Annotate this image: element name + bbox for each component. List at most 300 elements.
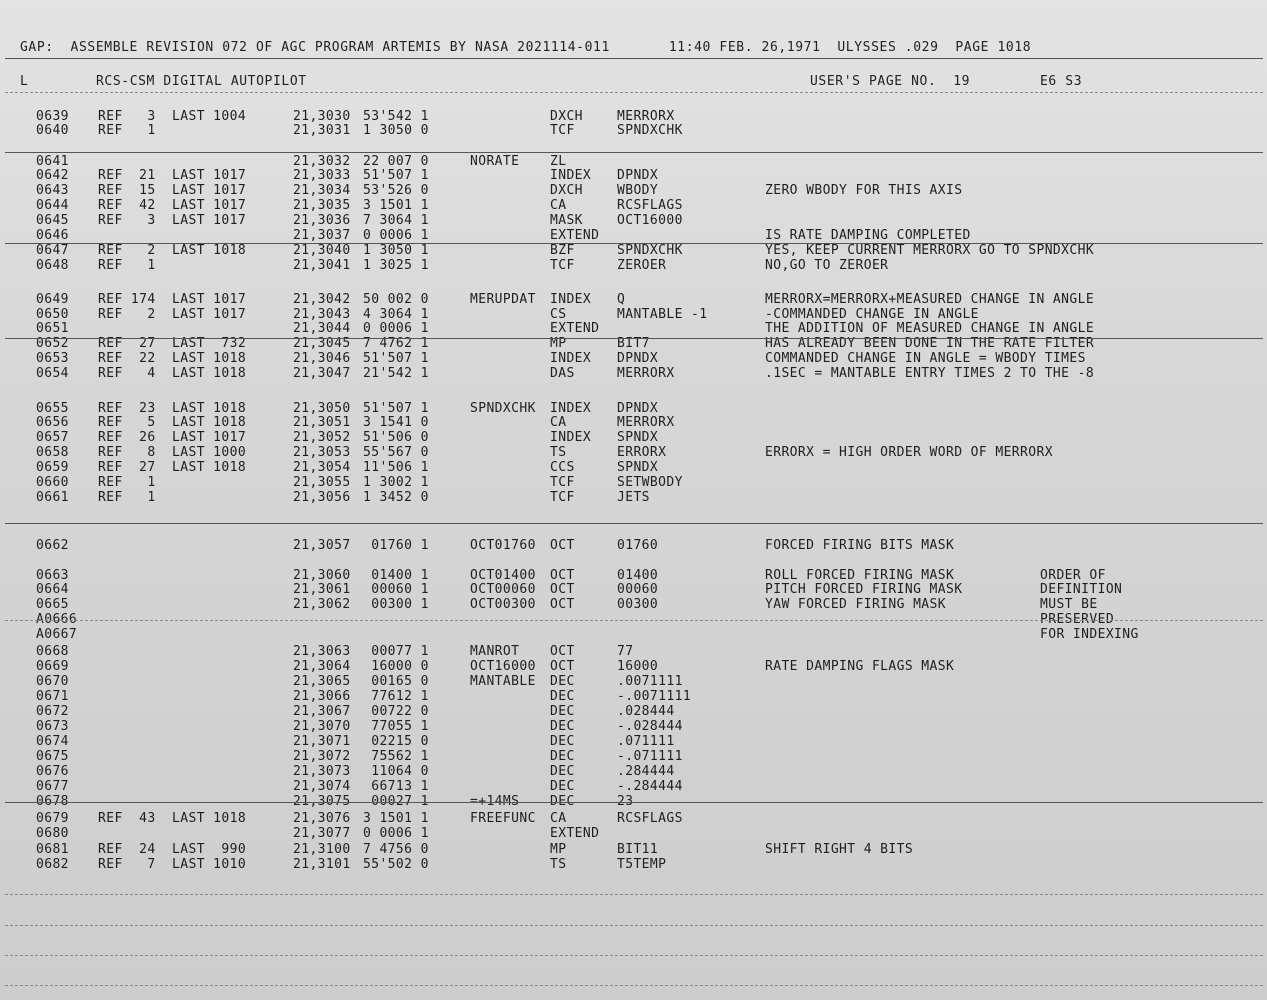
operand: .0071111 bbox=[617, 674, 683, 689]
operand: .071111 bbox=[617, 734, 675, 749]
ref-info: REF 7 LAST 1010 bbox=[98, 857, 247, 872]
line-number: 0678 bbox=[36, 794, 69, 809]
ref-info: REF 42 LAST 1017 bbox=[98, 198, 247, 213]
operand: BIT11 bbox=[617, 842, 659, 857]
memory-word: 00077 1 bbox=[363, 644, 429, 659]
line-number: 0669 bbox=[36, 659, 69, 674]
opcode: BZF bbox=[550, 243, 575, 258]
operand: DPNDX bbox=[617, 168, 659, 183]
line-number: A0666 bbox=[36, 612, 78, 627]
listing-row bbox=[0, 258, 1267, 272]
memory-word: 7 3064 1 bbox=[363, 213, 429, 228]
address: 21,3073 bbox=[293, 764, 351, 779]
memory-word: 55'502 0 bbox=[363, 857, 429, 872]
memory-word: 55'567 0 bbox=[363, 445, 429, 460]
line-number: 0640 bbox=[36, 123, 69, 138]
opcode: CA bbox=[550, 811, 567, 826]
section-marker: L bbox=[20, 74, 29, 89]
address: 21,3063 bbox=[293, 644, 351, 659]
listing-row bbox=[0, 627, 1267, 641]
ref-info: REF 4 LAST 1018 bbox=[98, 366, 247, 381]
side-note: FOR INDEXING bbox=[1040, 627, 1139, 642]
operand: RCSFLAGS bbox=[617, 198, 683, 213]
line-number: 0675 bbox=[36, 749, 69, 764]
listing-row bbox=[0, 719, 1267, 733]
opcode: MP bbox=[550, 842, 567, 857]
memory-word: 01400 1 bbox=[363, 568, 429, 583]
comment: SHIFT RIGHT 4 BITS bbox=[765, 842, 914, 857]
operand: .028444 bbox=[617, 704, 675, 719]
opcode: TS bbox=[550, 445, 567, 460]
address: 21,3075 bbox=[293, 794, 351, 809]
memory-word: 3 1501 1 bbox=[363, 811, 429, 826]
opcode: INDEX bbox=[550, 430, 592, 445]
line-number: 0651 bbox=[36, 321, 69, 336]
line-number: 0663 bbox=[36, 568, 69, 583]
side-note: DEFINITION bbox=[1040, 582, 1123, 597]
ref-info: REF 26 LAST 1017 bbox=[98, 430, 247, 445]
comment: .1SEC = MANTABLE ENTRY TIMES 2 TO THE -8 bbox=[765, 366, 1095, 381]
operand: -.028444 bbox=[617, 719, 683, 734]
comment: RATE DAMPING FLAGS MASK bbox=[765, 659, 955, 674]
line-number: 0649 bbox=[36, 292, 69, 307]
operand: -.071111 bbox=[617, 749, 683, 764]
address: 21,3031 bbox=[293, 123, 351, 138]
ref-info: REF 15 LAST 1017 bbox=[98, 183, 247, 198]
listing-row bbox=[0, 213, 1267, 227]
operand: OCT16000 bbox=[617, 213, 683, 228]
ref-info: REF 24 LAST 990 bbox=[98, 842, 247, 857]
memory-word: 51'507 1 bbox=[363, 401, 429, 416]
listing-row bbox=[0, 351, 1267, 365]
memory-word: 66713 1 bbox=[363, 779, 429, 794]
memory-word: 1 3025 1 bbox=[363, 258, 429, 273]
operand: 01400 bbox=[617, 568, 659, 583]
address: 21,3067 bbox=[293, 704, 351, 719]
opcode: ZL bbox=[550, 154, 567, 169]
memory-word: 75562 1 bbox=[363, 749, 429, 764]
opcode: EXTEND bbox=[550, 826, 600, 841]
line-number: 0672 bbox=[36, 704, 69, 719]
operand: RCSFLAGS bbox=[617, 811, 683, 826]
memory-word: 22 007 0 bbox=[363, 154, 429, 169]
line-number: 0660 bbox=[36, 475, 69, 490]
line-number: 0654 bbox=[36, 366, 69, 381]
operand: DPNDX bbox=[617, 351, 659, 366]
memory-word: 16000 0 bbox=[363, 659, 429, 674]
address: 21,3050 bbox=[293, 401, 351, 416]
opcode: TCF bbox=[550, 490, 575, 505]
line-number: 0653 bbox=[36, 351, 69, 366]
label: OCT00060 bbox=[470, 582, 536, 597]
memory-word: 0 0006 1 bbox=[363, 321, 429, 336]
address: 21,3040 bbox=[293, 243, 351, 258]
line-number: 0680 bbox=[36, 826, 69, 841]
ref-info: REF 3 LAST 1004 bbox=[98, 109, 247, 124]
address: 21,3100 bbox=[293, 842, 351, 857]
address: 21,3035 bbox=[293, 198, 351, 213]
opcode: TCF bbox=[550, 475, 575, 490]
listing-row bbox=[0, 568, 1267, 582]
opcode: OCT bbox=[550, 659, 575, 674]
block-rule bbox=[5, 243, 1263, 244]
block-rule bbox=[5, 338, 1263, 339]
block-rule bbox=[5, 620, 1263, 621]
label: =+14MS bbox=[470, 794, 520, 809]
address: 21,3077 bbox=[293, 826, 351, 841]
operand: MANTABLE -1 bbox=[617, 307, 708, 322]
listing-row bbox=[0, 430, 1267, 444]
ref-info: REF 174 LAST 1017 bbox=[98, 292, 247, 307]
ref-info: REF 1 bbox=[98, 123, 156, 138]
opcode: MP bbox=[550, 336, 567, 351]
block-rule bbox=[5, 802, 1263, 803]
memory-word: 1 3452 0 bbox=[363, 490, 429, 505]
opcode: MASK bbox=[550, 213, 583, 228]
comment: HAS ALREADY BEEN DONE IN THE RATE FILTER bbox=[765, 336, 1095, 351]
opcode: DEC bbox=[550, 719, 575, 734]
operand: SETWBODY bbox=[617, 475, 683, 490]
line-number: 0642 bbox=[36, 168, 69, 183]
ref-info: REF 3 LAST 1017 bbox=[98, 213, 247, 228]
listing-row bbox=[0, 168, 1267, 182]
listing-row bbox=[0, 228, 1267, 242]
line-number: 0682 bbox=[36, 857, 69, 872]
side-note: MUST BE bbox=[1040, 597, 1098, 612]
memory-word: 0 0006 1 bbox=[363, 228, 429, 243]
comment: ROLL FORCED FIRING MASK bbox=[765, 568, 955, 583]
line-number: 0641 bbox=[36, 154, 69, 169]
address: 21,3043 bbox=[293, 307, 351, 322]
address: 21,3066 bbox=[293, 689, 351, 704]
label: OCT00300 bbox=[470, 597, 536, 612]
address: 21,3042 bbox=[293, 292, 351, 307]
opcode: INDEX bbox=[550, 292, 592, 307]
operand: SPNDX bbox=[617, 460, 659, 475]
label: OCT16000 bbox=[470, 659, 536, 674]
listing-row bbox=[0, 460, 1267, 474]
ref-info: REF 2 LAST 1018 bbox=[98, 243, 247, 258]
opcode: TCF bbox=[550, 258, 575, 273]
line-number: 0670 bbox=[36, 674, 69, 689]
address: 21,3057 bbox=[293, 538, 351, 553]
section-title: RCS-CSM DIGITAL AUTOPILOT bbox=[96, 74, 307, 89]
comment: -COMMANDED CHANGE IN ANGLE bbox=[765, 307, 979, 322]
opcode: INDEX bbox=[550, 351, 592, 366]
side-note: PRESERVED bbox=[1040, 612, 1115, 627]
line-number: 0647 bbox=[36, 243, 69, 258]
memory-word: 50 002 0 bbox=[363, 292, 429, 307]
opcode: DEC bbox=[550, 764, 575, 779]
opcode: DEC bbox=[550, 749, 575, 764]
listing-row bbox=[0, 475, 1267, 489]
line-number: 0655 bbox=[36, 401, 69, 416]
memory-word: 3 1501 1 bbox=[363, 198, 429, 213]
address: 21,3056 bbox=[293, 490, 351, 505]
address: 21,3046 bbox=[293, 351, 351, 366]
operand: JETS bbox=[617, 490, 650, 505]
memory-word: 11064 0 bbox=[363, 764, 429, 779]
operand: 16000 bbox=[617, 659, 659, 674]
address: 21,3054 bbox=[293, 460, 351, 475]
opcode: INDEX bbox=[550, 168, 592, 183]
address: 21,3071 bbox=[293, 734, 351, 749]
line-number: 0646 bbox=[36, 228, 69, 243]
ref-info: REF 2 LAST 1017 bbox=[98, 307, 247, 322]
address: 21,3036 bbox=[293, 213, 351, 228]
operand: -.0071111 bbox=[617, 689, 692, 704]
ref-info: REF 27 LAST 1018 bbox=[98, 460, 247, 475]
listing-row bbox=[0, 321, 1267, 335]
label: OCT01760 bbox=[470, 538, 536, 553]
opcode: CA bbox=[550, 415, 567, 430]
line-number: 0652 bbox=[36, 336, 69, 351]
page-code: E6 S3 bbox=[1040, 74, 1083, 89]
label: OCT01400 bbox=[470, 568, 536, 583]
memory-word: 00300 1 bbox=[363, 597, 429, 612]
listing-row bbox=[0, 183, 1267, 197]
memory-word: 51'506 0 bbox=[363, 430, 429, 445]
label: FREEFUNC bbox=[470, 811, 536, 826]
line-number: 0668 bbox=[36, 644, 69, 659]
line-number: 0671 bbox=[36, 689, 69, 704]
page-header: GAP: ASSEMBLE REVISION 072 OF AGC PROGRAM ARTEMIS BY NASA 2021114-011 11:40 FEB. 26,1971 ULYSSES .029 PAGE 1018 bbox=[20, 40, 1032, 55]
memory-word: 01760 1 bbox=[363, 538, 429, 553]
ref-info: REF 1 bbox=[98, 258, 156, 273]
operand: MERRORX bbox=[617, 109, 675, 124]
ref-info: REF 1 bbox=[98, 475, 156, 490]
memory-word: 4 3064 1 bbox=[363, 307, 429, 322]
ref-info: REF 22 LAST 1018 bbox=[98, 351, 247, 366]
block-rule bbox=[5, 523, 1263, 524]
line-number: 0639 bbox=[36, 109, 69, 124]
label: NORATE bbox=[470, 154, 520, 169]
listing-row bbox=[0, 307, 1267, 321]
operand: SPNDXCHK bbox=[617, 123, 683, 138]
comment: PITCH FORCED FIRING MASK bbox=[765, 582, 963, 597]
comment: MERRORX=MERRORX+MEASURED CHANGE IN ANGLE bbox=[765, 292, 1095, 307]
comment: FORCED FIRING BITS MASK bbox=[765, 538, 955, 553]
opcode: TCF bbox=[550, 123, 575, 138]
listing-row bbox=[0, 689, 1267, 703]
memory-word: 11'506 1 bbox=[363, 460, 429, 475]
line-number: 0659 bbox=[36, 460, 69, 475]
operand: ERRORX bbox=[617, 445, 667, 460]
listing-row bbox=[0, 779, 1267, 793]
comment: YAW FORCED FIRING MASK bbox=[765, 597, 946, 612]
address: 21,3076 bbox=[293, 811, 351, 826]
opcode: OCT bbox=[550, 582, 575, 597]
memory-word: 1 3002 1 bbox=[363, 475, 429, 490]
memory-word: 1 3050 0 bbox=[363, 123, 429, 138]
opcode: DEC bbox=[550, 794, 575, 809]
listing-row bbox=[0, 659, 1267, 673]
address: 21,3052 bbox=[293, 430, 351, 445]
comment: NO,GO TO ZEROER bbox=[765, 258, 889, 273]
memory-word: 3 1541 0 bbox=[363, 415, 429, 430]
line-number: 0665 bbox=[36, 597, 69, 612]
address: 21,3037 bbox=[293, 228, 351, 243]
listing-row bbox=[0, 734, 1267, 748]
memory-word: 51'507 1 bbox=[363, 351, 429, 366]
operand: 77 bbox=[617, 644, 634, 659]
opcode: INDEX bbox=[550, 401, 592, 416]
memory-word: 1 3050 1 bbox=[363, 243, 429, 258]
listing-row bbox=[0, 612, 1267, 626]
memory-word: 53'526 0 bbox=[363, 183, 429, 198]
operand: T5TEMP bbox=[617, 857, 667, 872]
label: MANROT bbox=[470, 644, 520, 659]
line-number: 0644 bbox=[36, 198, 69, 213]
paper-rule bbox=[5, 985, 1263, 986]
paper-rule bbox=[5, 925, 1263, 926]
listing-row bbox=[0, 749, 1267, 763]
listing-row bbox=[0, 538, 1267, 552]
address: 21,3034 bbox=[293, 183, 351, 198]
line-number: 0650 bbox=[36, 307, 69, 322]
listing-row bbox=[0, 811, 1267, 825]
opcode: DEC bbox=[550, 689, 575, 704]
line-number: 0648 bbox=[36, 258, 69, 273]
listing-row bbox=[0, 582, 1267, 596]
line-number: 0643 bbox=[36, 183, 69, 198]
listing-row bbox=[0, 415, 1267, 429]
listing-row bbox=[0, 826, 1267, 840]
memory-word: 00165 0 bbox=[363, 674, 429, 689]
operand: .284444 bbox=[617, 764, 675, 779]
label: MANTABLE bbox=[470, 674, 536, 689]
opcode: EXTEND bbox=[550, 228, 600, 243]
memory-word: 7 4762 1 bbox=[363, 336, 429, 351]
line-number: A0667 bbox=[36, 627, 78, 642]
memory-word: 21'542 1 bbox=[363, 366, 429, 381]
memory-word: 0 0006 1 bbox=[363, 826, 429, 841]
operand: MERRORX bbox=[617, 366, 675, 381]
address: 21,3030 bbox=[293, 109, 351, 124]
address: 21,3055 bbox=[293, 475, 351, 490]
ref-info: REF 27 LAST 732 bbox=[98, 336, 247, 351]
operand: ZEROER bbox=[617, 258, 667, 273]
address: 21,3053 bbox=[293, 445, 351, 460]
line-number: 0657 bbox=[36, 430, 69, 445]
listing-row bbox=[0, 857, 1267, 871]
comment: IS RATE DAMPING COMPLETED bbox=[765, 228, 971, 243]
opcode: DEC bbox=[550, 734, 575, 749]
opcode: OCT bbox=[550, 538, 575, 553]
listing-row bbox=[0, 490, 1267, 504]
listing-row bbox=[0, 794, 1267, 808]
listing-row bbox=[0, 243, 1267, 257]
line-number: 0658 bbox=[36, 445, 69, 460]
line-number: 0681 bbox=[36, 842, 69, 857]
operand: 23 bbox=[617, 794, 634, 809]
memory-word: 53'542 1 bbox=[363, 109, 429, 124]
listing-row bbox=[0, 366, 1267, 380]
ref-info: REF 43 LAST 1018 bbox=[98, 811, 247, 826]
listing-row bbox=[0, 445, 1267, 459]
address: 21,3074 bbox=[293, 779, 351, 794]
address: 21,3047 bbox=[293, 366, 351, 381]
address: 21,3064 bbox=[293, 659, 351, 674]
operand: DPNDX bbox=[617, 401, 659, 416]
opcode: DXCH bbox=[550, 109, 583, 124]
listing-row bbox=[0, 198, 1267, 212]
address: 21,3044 bbox=[293, 321, 351, 336]
memory-word: 7 4756 0 bbox=[363, 842, 429, 857]
listing-row bbox=[0, 704, 1267, 718]
operand: 01760 bbox=[617, 538, 659, 553]
listing-row bbox=[0, 597, 1267, 611]
block-rule bbox=[5, 152, 1263, 153]
memory-word: 77612 1 bbox=[363, 689, 429, 704]
opcode: EXTEND bbox=[550, 321, 600, 336]
memory-word: 00027 1 bbox=[363, 794, 429, 809]
operand: 00300 bbox=[617, 597, 659, 612]
paper-rule bbox=[5, 955, 1263, 956]
line-number: 0676 bbox=[36, 764, 69, 779]
address: 21,3032 bbox=[293, 154, 351, 169]
address: 21,3070 bbox=[293, 719, 351, 734]
address: 21,3041 bbox=[293, 258, 351, 273]
memory-word: 51'507 1 bbox=[363, 168, 429, 183]
line-number: 0661 bbox=[36, 490, 69, 505]
memory-word: 02215 0 bbox=[363, 734, 429, 749]
header-rule bbox=[5, 58, 1263, 59]
ref-info: REF 8 LAST 1000 bbox=[98, 445, 247, 460]
address: 21,3072 bbox=[293, 749, 351, 764]
comment: ERRORX = HIGH ORDER WORD OF MERRORX bbox=[765, 445, 1053, 460]
operand: 00060 bbox=[617, 582, 659, 597]
opcode: CA bbox=[550, 198, 567, 213]
memory-word: 00060 1 bbox=[363, 582, 429, 597]
address: 21,3051 bbox=[293, 415, 351, 430]
operand: MERRORX bbox=[617, 415, 675, 430]
comment: YES, KEEP CURRENT MERRORX GO TO SPNDXCHK bbox=[765, 243, 1095, 258]
line-number: 0673 bbox=[36, 719, 69, 734]
listing-row bbox=[0, 842, 1267, 856]
opcode: TS bbox=[550, 857, 567, 872]
ref-info: REF 23 LAST 1018 bbox=[98, 401, 247, 416]
side-note: ORDER OF bbox=[1040, 568, 1106, 583]
operand: WBODY bbox=[617, 183, 659, 198]
opcode: CCS bbox=[550, 460, 575, 475]
comment: ZERO WBODY FOR THIS AXIS bbox=[765, 183, 963, 198]
comment: COMMANDED CHANGE IN ANGLE = WBODY TIMES bbox=[765, 351, 1086, 366]
line-number: 0674 bbox=[36, 734, 69, 749]
listing-row bbox=[0, 401, 1267, 415]
ref-info: REF 21 LAST 1017 bbox=[98, 168, 247, 183]
address: 21,3062 bbox=[293, 597, 351, 612]
memory-word: 00722 0 bbox=[363, 704, 429, 719]
listing-row bbox=[0, 123, 1267, 137]
address: 21,3045 bbox=[293, 336, 351, 351]
operand: Q bbox=[617, 292, 626, 307]
user-page-number: USER'S PAGE NO. 19 bbox=[810, 74, 971, 89]
subheader-rule bbox=[5, 92, 1263, 93]
address: 21,3065 bbox=[293, 674, 351, 689]
address: 21,3061 bbox=[293, 582, 351, 597]
listing-row bbox=[0, 154, 1267, 168]
ref-info: REF 1 bbox=[98, 490, 156, 505]
operand: BIT7 bbox=[617, 336, 650, 351]
line-number: 0679 bbox=[36, 811, 69, 826]
opcode: DEC bbox=[550, 704, 575, 719]
operand: SPNDXCHK bbox=[617, 243, 683, 258]
opcode: OCT bbox=[550, 568, 575, 583]
opcode: DAS bbox=[550, 366, 575, 381]
line-number: 0656 bbox=[36, 415, 69, 430]
opcode: DEC bbox=[550, 674, 575, 689]
